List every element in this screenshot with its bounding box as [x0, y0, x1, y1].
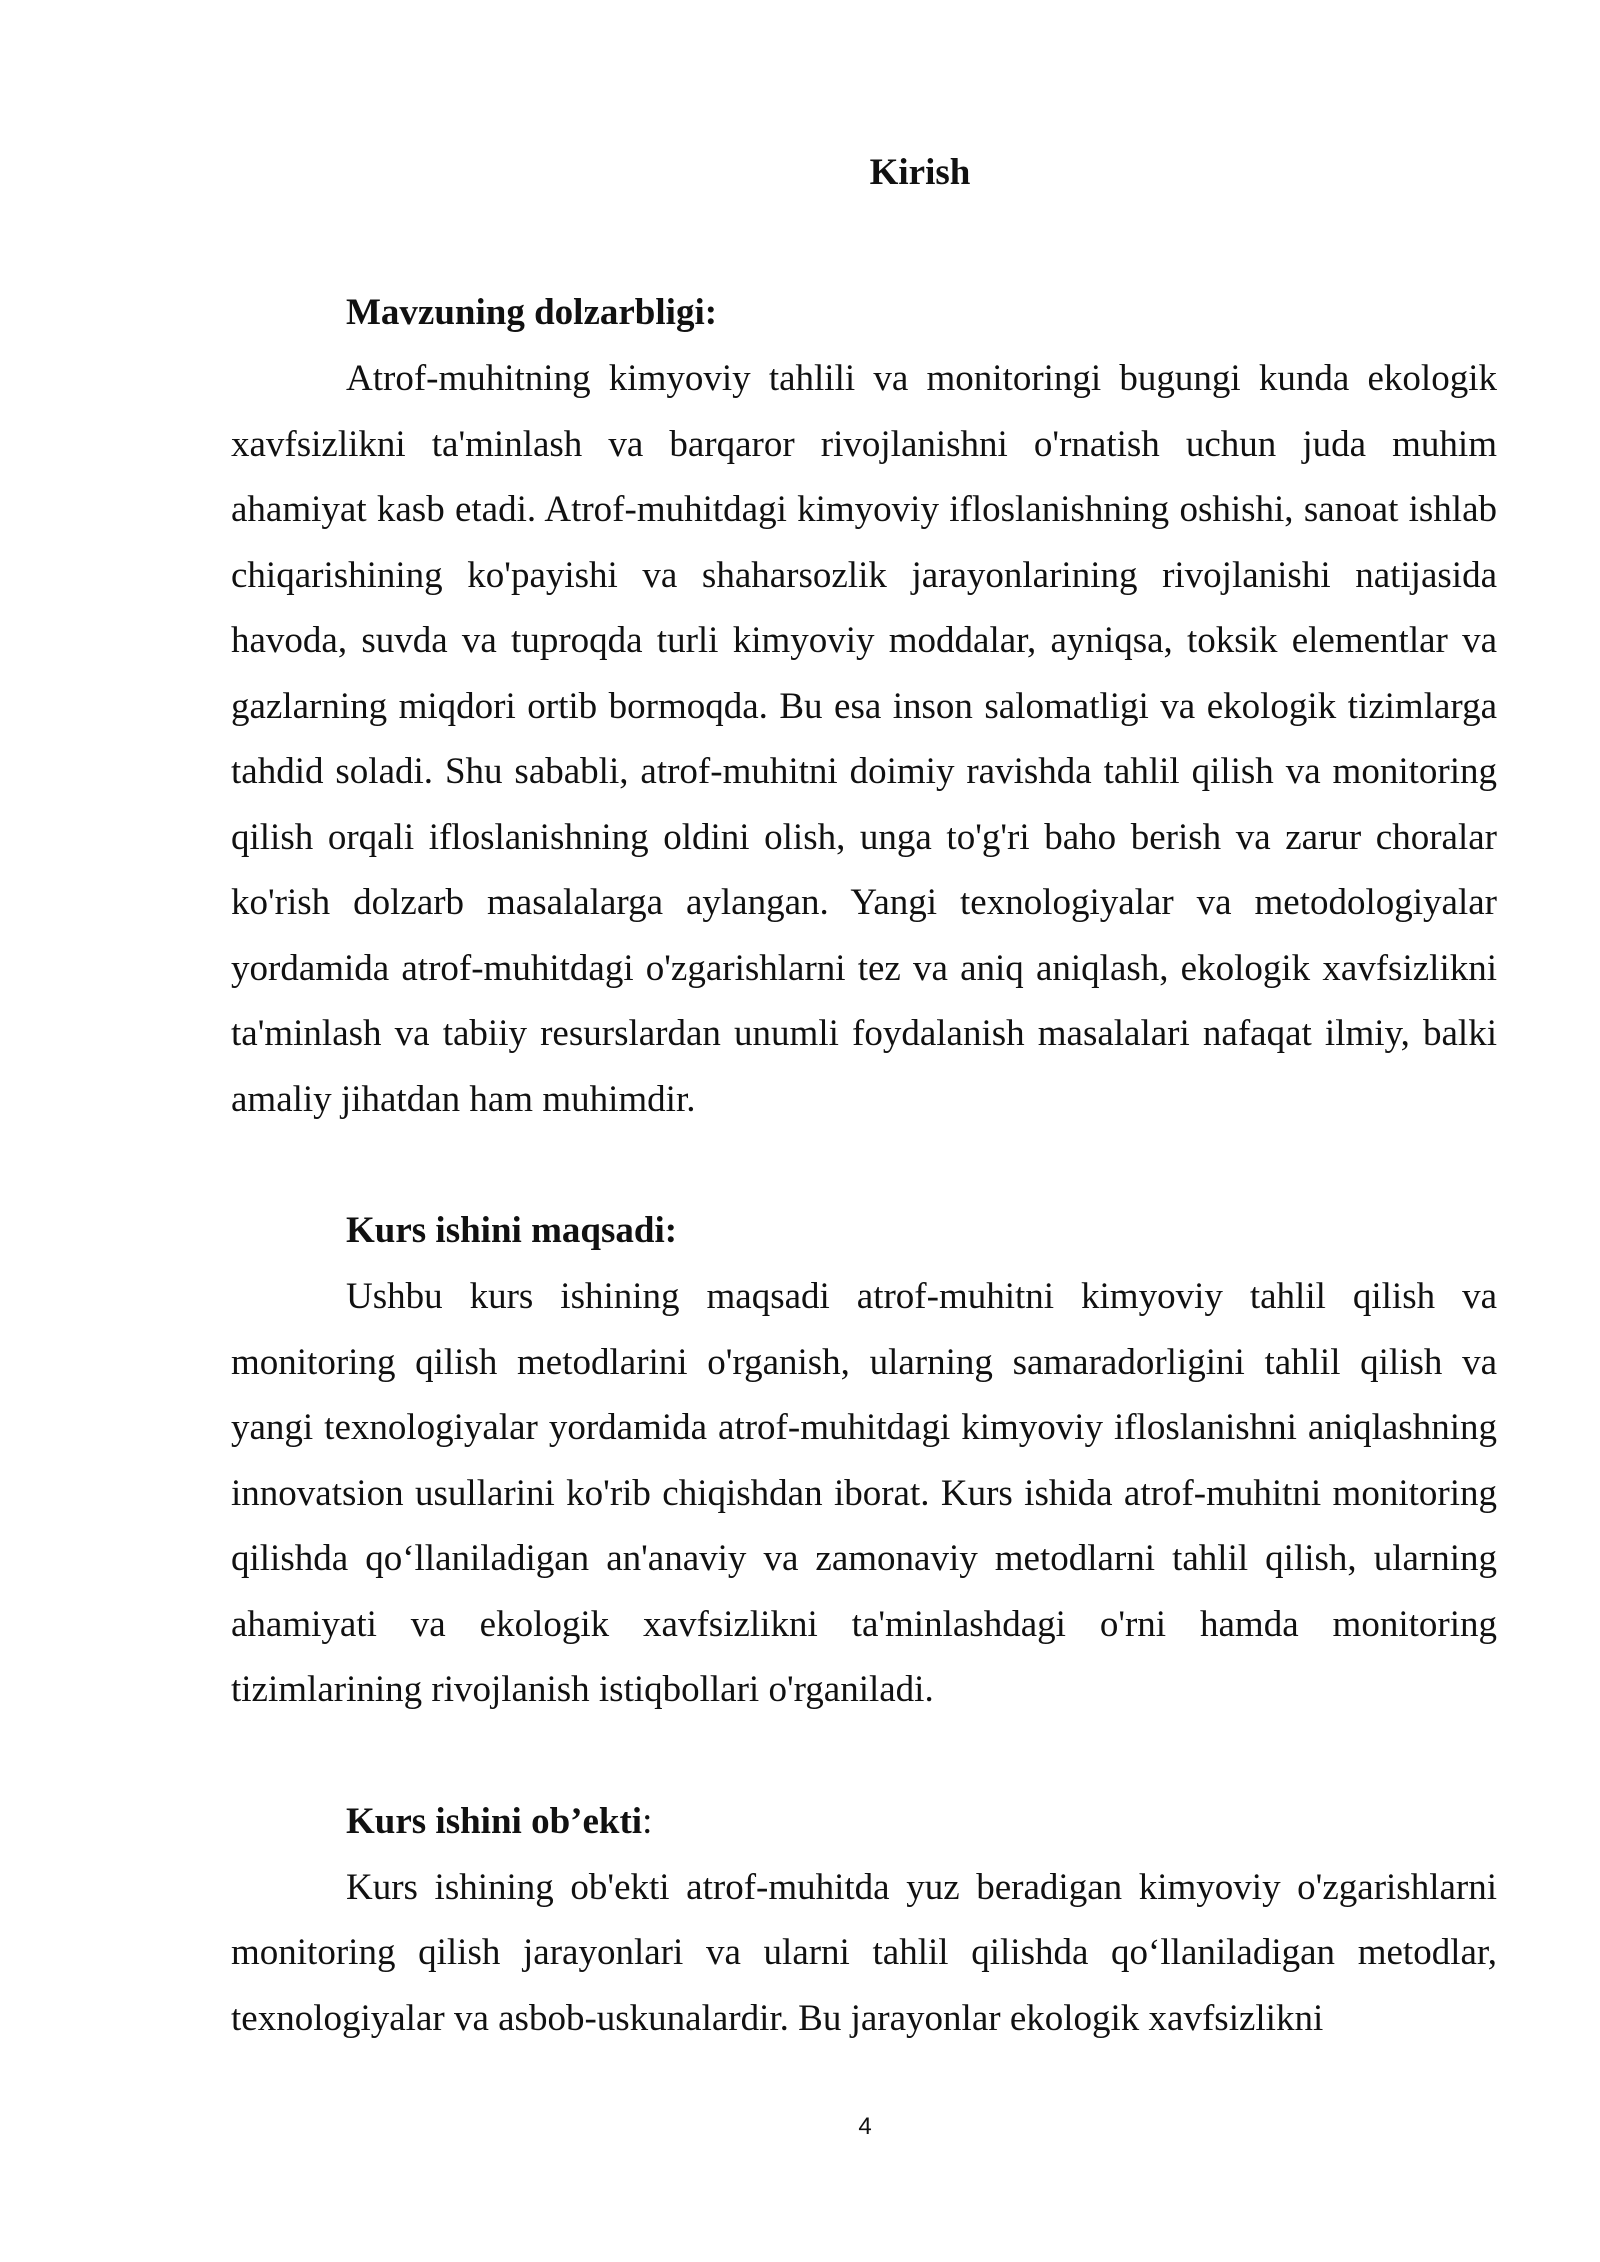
- page-title: Kirish: [869, 152, 971, 193]
- section-relevance: [231, 280, 1497, 1132]
- section-paragraph-goal: Ushbu kurs ishining maqsadi atrof-muhitni kimyoviy tahlil qilish va monitoring qilish metodlarini o'rganish, ularning samaradorligini tahlil qilish va yangi texnologiyalar yordamida atrof-muhitdagi kimyoviy ifloslanishni aniqlashning innovatsion usullarini ko'rib chiqishdan iborat. Kurs ishida atrof-muhitni monitoring qilishda qo‘llaniladigan an'anaviy va zamonaviy metodlarni tahlil qilish, ularning ahamiyati va ekologik xavfsizlikni ta'minlashdagi o'rni hamda monitoring tizimlarining rivojlanish istiqbollari o'rganiladi.: [231, 1276, 1497, 1710]
- section-heading-relevance: Mavzuning dolzarbligi:: [346, 292, 718, 333]
- section-heading-goal: Kurs ishini maqsadi:: [346, 1210, 678, 1251]
- section-spacer: [231, 1723, 1497, 1789]
- document-body: [231, 280, 1497, 2051]
- page-number: 4: [858, 2113, 872, 2140]
- section-heading-object-colon: :: [642, 1800, 653, 1842]
- section-heading-object: [231, 1789, 1497, 1855]
- section-goal: [231, 1198, 1497, 1723]
- section-spacer: [231, 1132, 1497, 1198]
- section-paragraph-relevance: Atrof-muhitning kimyoviy tahlili va monitoringi bugungi kunda ekologik xavfsizlikni ta'minlash va barqaror rivojlanishni o'rnatish uchun juda muhim ahamiyat kasb etadi. Atrof-muhitdagi kimyoviy ifloslanishning oshishi, sanoat ishlab chiqarishining ko'payishi va shaharsozlik jarayonlarining rivojlanishi natijasida havoda, suvda va tuproqda turli kimyoviy moddalar, ayniqsa, toksik elementlar va gazlarning miqdori ortib bormoqda. Bu esa inson salomatligi va ekologik tizimlarga tahdid soladi. Shu sababli, atrof-muhitni doimiy ravishda tahlil qilish va monitoring qilish orqali ifloslanishning oldini olish, unga to'g'ri baho berish va zarur choralar ko'rish dolzarb masalalarga aylangan. Yangi texnologiyalar va metodologiyalar yordamida atrof-muhitdagi o'zgarishlarni tez va aniq aniqlash, ekologik xavfsizlikni ta'minlash va tabiiy resurslardan unumli foydalanish masalalari nafaqat ilmiy, balki amaliy jihatdan ham muhimdir.: [231, 358, 1497, 1120]
- section-heading-object-text: Kurs ishini ob’ekti: [346, 1800, 643, 1842]
- section-object: [231, 1789, 1497, 2052]
- section-paragraph-object: Kurs ishining ob'ekti atrof-muhitda yuz beradigan kimyoviy o'zgarishlarni monitoring qilish jarayonlari va ularni tahlil qilishda qo‘llaniladigan metodlar, texnologiyalar va asbob-uskunalardir. Bu jarayonlar ekologik xavfsizlikni: [231, 1866, 1497, 2039]
